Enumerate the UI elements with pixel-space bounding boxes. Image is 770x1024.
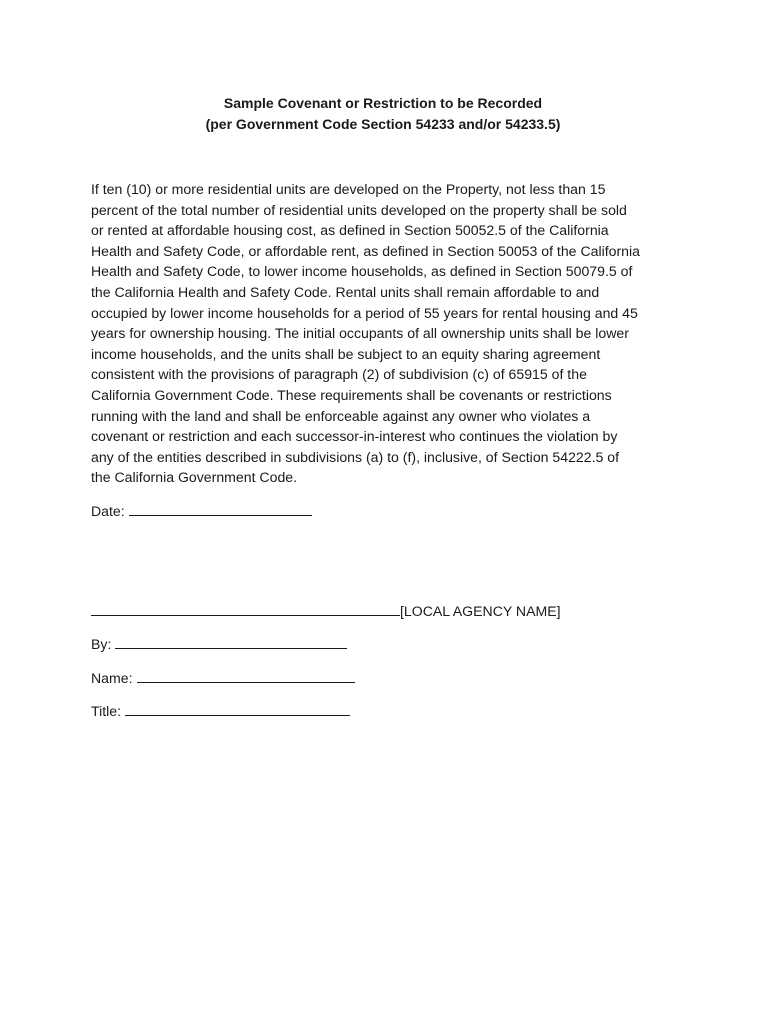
name-field [91,668,355,688]
paragraph-line: covenant or restriction and each successor-in-interest who continues the violation by [91,428,618,445]
title-blank-line[interactable] [125,701,350,716]
date-field [91,501,312,521]
paragraph-line: Health and Safety Code, to lower income households, as defined in Section 50079.5 of [91,263,633,280]
date-blank-line[interactable] [129,501,312,516]
agency-signature-field [91,601,561,621]
paragraph-line: occupied by lower income households for a period of 55 years for rental housing and 45 [91,304,638,321]
title-line-1: Sample Covenant or Restriction to be Recorded [223,95,543,111]
paragraph-line: the California Government Code. [91,469,298,486]
agency-name-label: [LOCAL AGENCY NAME] [400,603,561,619]
paragraph-line: the California Health and Safety Code. Rental units shall remain affordable to and [91,283,600,300]
paragraph-line: income households, and the units shall be subject to an equity sharing agreement [91,345,601,362]
paragraph-line: consistent with the provisions of paragraph (2) of subdivision (c) of 65915 of the [91,366,587,383]
paragraph-line: running with the land and shall be enforceable against any owner who violates a [91,407,591,424]
title-field [91,701,350,721]
title-label: Title: [91,703,122,719]
date-label: Date: [91,503,125,519]
by-field [91,634,347,654]
paragraph-line: If ten (10) or more residential units are developed on the Property, not less than 15 [91,181,606,197]
paragraph-line: percent of the total number of residential units developed on the property shall be sold [91,201,627,218]
by-label: By: [91,636,112,652]
title-line-2: (per Government Code Section 54233 and/or 54233.5) [205,116,561,132]
by-blank-line[interactable] [115,634,347,649]
paragraph-line: Health and Safety Code, or affordable rent, as defined in Section 50053 of the California [91,242,640,259]
paragraph-line: any of the entities described in subdivisions (a) to (f), inclusive, of Section 54222.5 of [91,448,620,465]
document-title [0,93,766,135]
agency-signature-line[interactable] [91,601,400,616]
paragraph-line: or rented at affordable housing cost, as defined in Section 50052.5 of the California [91,222,609,239]
name-blank-line[interactable] [137,668,355,683]
covenant-paragraph [91,179,691,488]
paragraph-line: California Government Code. These requirements shall be covenants or restrictions [91,386,612,403]
paragraph-line: years for ownership housing. The initial occupants of all ownership units shall be lower [91,325,629,342]
name-label: Name: [91,670,133,686]
